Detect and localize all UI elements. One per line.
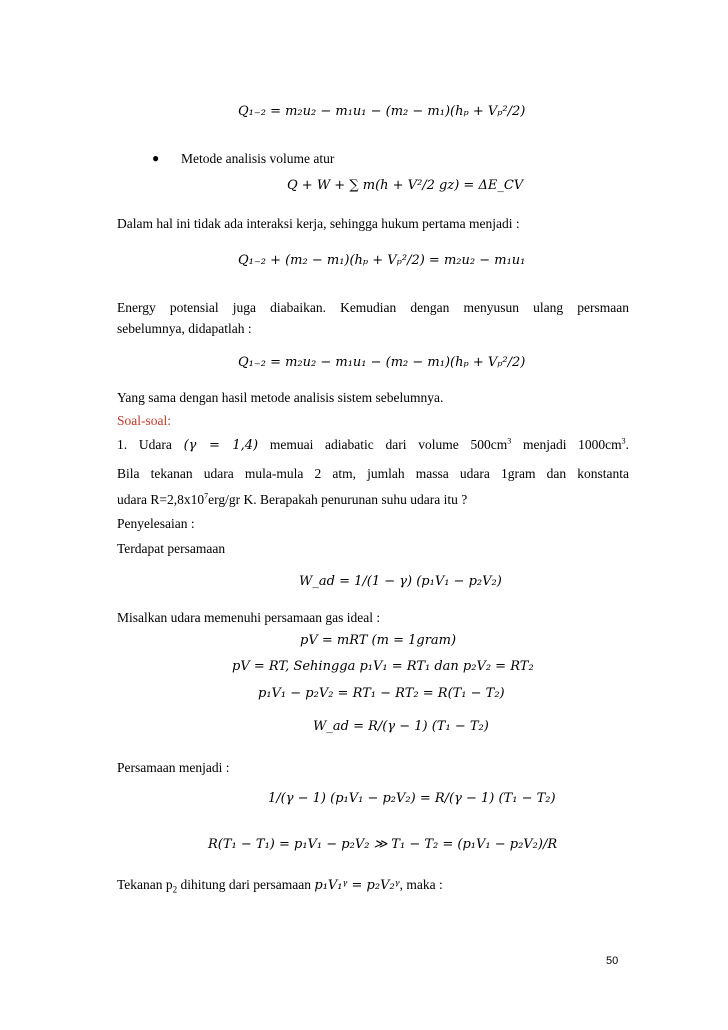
equation-result: Q₁₋₂ = m₂u₂ − m₁u₁ − (m₂ − m₁)(hₚ + Vₚ²/2) bbox=[238, 355, 526, 370]
terdapat-label: Terdapat persamaan bbox=[117, 541, 226, 556]
equation-pv-difference: p₁V₁ − p₂V₂ = RT₁ − RT₂ = R(T₁ − T₂) bbox=[258, 686, 505, 701]
question-1-line3: udara $R=2,8x10^7erg/gr$ K. Berapakah penurunan suhu udara itu ? bbox=[117, 491, 468, 507]
bullet-icon: ● bbox=[152, 151, 160, 165]
question-1-line2: Bila tekanan udara mula-mula 2 atm, jumlah massa udara 1gram dan konstanta bbox=[117, 466, 629, 481]
section-heading-soal: Soal-soal: bbox=[117, 413, 171, 428]
equation-heat-transfer-system bbox=[238, 104, 525, 119]
paragraph-energy-line1: Energy potensial juga diabaikan. Kemudian dengan menyusun ulang persmaan bbox=[117, 300, 629, 315]
eq1-text: Q₁₋₂ = m₂u₂ − m₁u₁ − (m₂ − m₁)(hₚ + Vₚ²/2) bbox=[238, 104, 526, 119]
persamaan-menjadi-label: Persamaan menjadi : bbox=[117, 760, 230, 775]
tekanan-line: Tekanan $p_2$ dihitung dari persamaan p₁V₁ᵞ = p₂V₂ᵞ, maka : bbox=[117, 877, 443, 895]
question-1-line1: 1. Udara (γ = 1,4) memuai adiabatic dari volume $500cm^3$ menjadi $1000cm^3$. bbox=[117, 436, 630, 453]
equation-adiabatic-work: W_ad = 1/(1 − γ) (p₁V₁ − p₂V₂) bbox=[299, 574, 502, 589]
equation-ideal-gas: pV = mRT (m = 1gram) bbox=[300, 633, 457, 648]
equation-adiabatic-work-temp: W_ad = R/(γ − 1) (T₁ − T₂) bbox=[313, 719, 489, 734]
equation-ideal-gas-states: pV = RT, Sehingga p₁V₁ = RT₁ dan p₂V₂ = RT₂ bbox=[232, 659, 534, 674]
paragraph-energy-line2: sebelumnya, didapatlah : bbox=[117, 321, 252, 336]
equation-combined: 1/(γ − 1) (p₁V₁ − p₂V₂) = R/(γ − 1) (T₁ − T₂) bbox=[268, 791, 556, 806]
penyelesaian-label: Penyelesaian : bbox=[117, 516, 195, 531]
page-number: 50 bbox=[606, 955, 619, 967]
equation-control-volume: Q + W + ∑ m(h + V²/2 gz) = ΔE_CV bbox=[287, 178, 524, 193]
paragraph-no-work: Dalam hal ini tidak ada interaksi kerja, sehingga hukum pertama menjadi : bbox=[117, 216, 520, 231]
equation-temperature-drop: R(T₁ − T₁) = p₁V₁ − p₂V₂ ≫ T₁ − T₂ = (p₁V₁ − p₂V₂)/R bbox=[208, 837, 558, 852]
misalkan-label: Misalkan udara memenuhi persamaan gas ideal : bbox=[117, 610, 381, 625]
paragraph-same-result: Yang sama dengan hasil metode analisis sistem sebelumnya. bbox=[117, 390, 444, 405]
bullet-item-text: Metode analisis volume atur bbox=[181, 151, 335, 166]
equation-first-law: Q₁₋₂ + (m₂ − m₁)(hₚ + Vₚ²/2) = m₂u₂ − m₁u₁ bbox=[238, 253, 526, 268]
